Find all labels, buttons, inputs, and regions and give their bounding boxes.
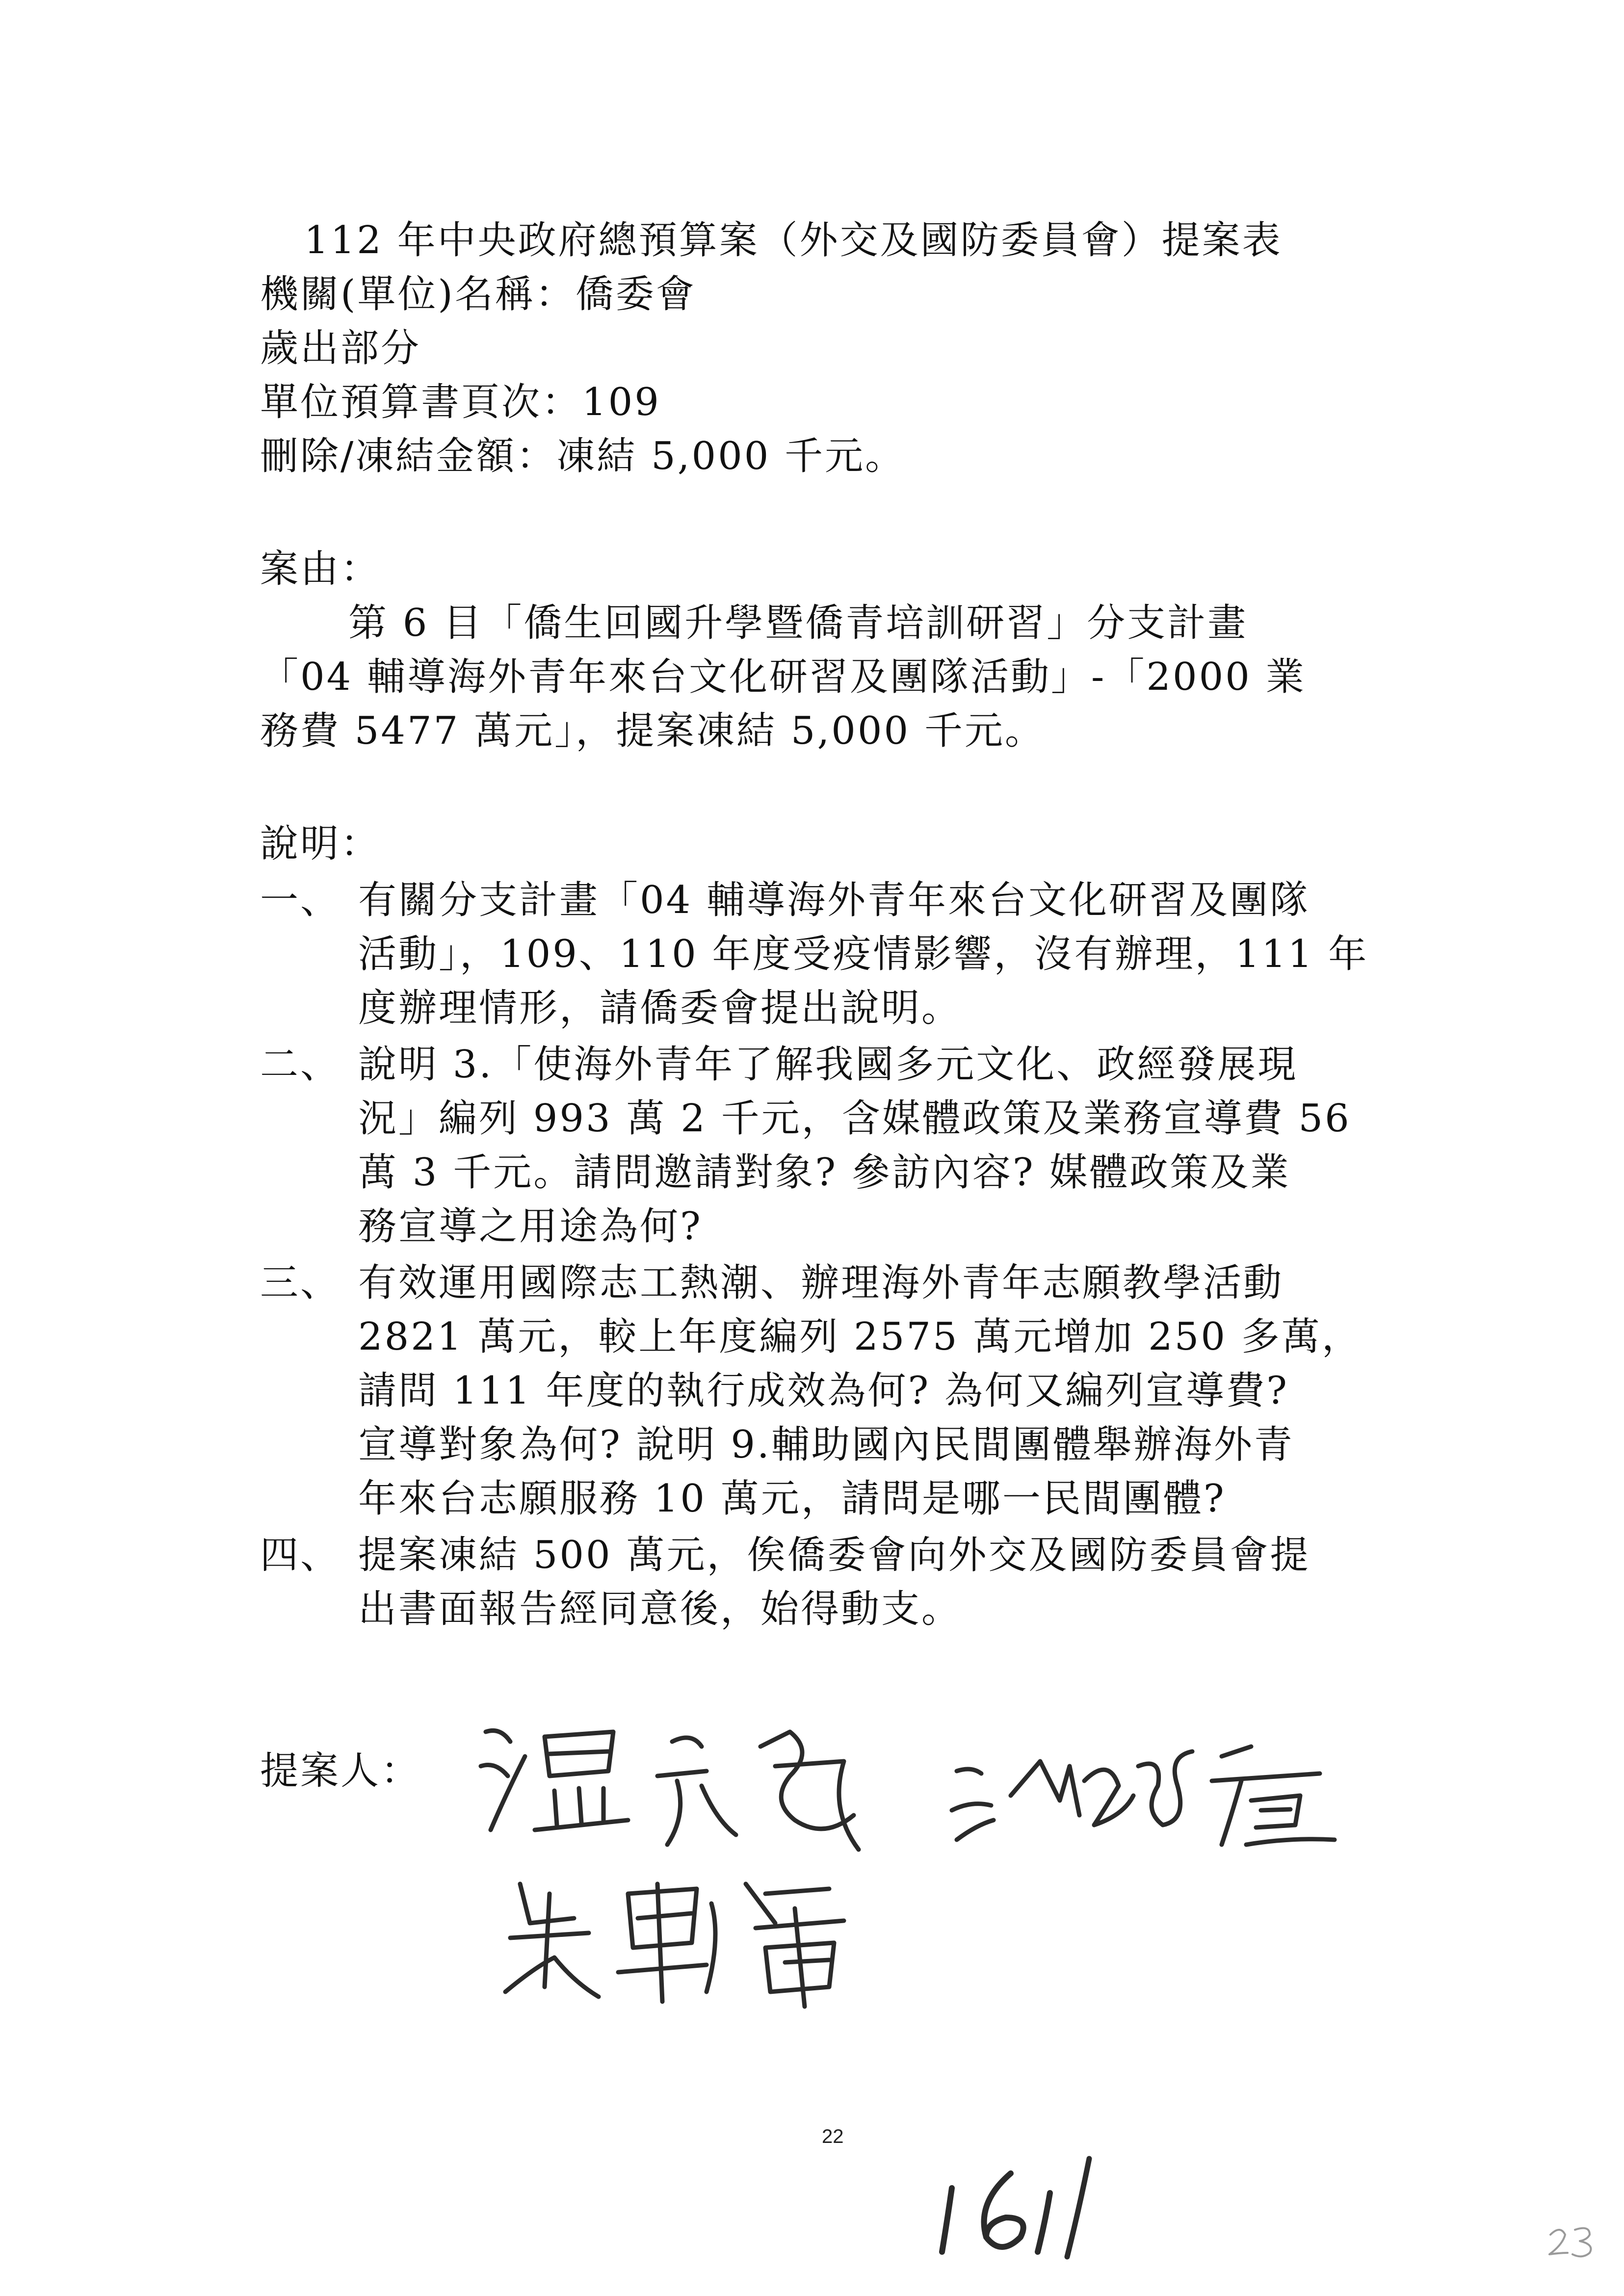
document-title: 112 年中央政府總預算案（外交及國防委員會）提案表 — [304, 218, 1283, 262]
page-number: 22 — [822, 2126, 844, 2147]
explanation-item-line: 萬 3 千元。請問邀請對象? 參訪內容? 媒體政策及業 — [358, 1150, 1291, 1195]
explanation-item-number: 三、 — [260, 1261, 341, 1305]
explanation-item-line: 年來台志願服務 10 萬元，請問是哪一民間團體? — [358, 1477, 1226, 1521]
signature-2 — [491, 1864, 873, 2011]
reason-line: 務費 5477 萬元」，提案凍結 5,000 千元。 — [260, 709, 1045, 753]
explanation-item-number: 四、 — [260, 1533, 341, 1577]
explanation-item-line: 務宣導之用途為何? — [358, 1204, 703, 1249]
reason-line: 第 6 目「僑生回國升學暨僑青培訓研習」分支計畫 — [348, 601, 1248, 645]
explanation-item-line: 2821 萬元，較上年度編列 2575 萬元增加 250 多萬， — [358, 1315, 1362, 1359]
section-line: 歲出部分 — [260, 326, 421, 370]
agency-line: 機關(單位)名稱：僑委會 — [260, 272, 696, 316]
reason-heading: 案由： — [260, 547, 381, 591]
explanation-item-line: 度辦理情形，請僑委會提出說明。 — [358, 986, 962, 1030]
explanation-item-line: 活動」，109、110 年度受疫情影響，沒有辦理，111 年 — [358, 932, 1369, 976]
explanation-item-number: 一、 — [260, 878, 341, 922]
explanation-item-line: 況」編列 993 萬 2 千元，含媒體政策及業務宣導費 56 — [358, 1096, 1351, 1141]
handwritten-page-number — [932, 2154, 1109, 2262]
explanation-item-line: 說明 3.「使海外青年了解我國多元文化、政經發展現 — [358, 1043, 1298, 1087]
budget-page-line: 單位預算書頁次：109 — [260, 380, 661, 424]
explanation-item-line: 有關分支計畫「04 輔導海外青年來台文化研習及團隊 — [358, 878, 1310, 922]
explanation-heading: 說明： — [260, 822, 381, 866]
explanation-item-line: 請問 111 年度的執行成效為何? 為何又編列宣導費? — [358, 1369, 1289, 1413]
proposer-label: 提案人： — [260, 1749, 421, 1793]
explanation-item-line: 提案凍結 500 萬元，俟僑委會向外交及國防委員會提 — [358, 1533, 1310, 1577]
amount-line: 刪除/凍結金額：凍結 5,000 千元。 — [260, 434, 906, 478]
margin-note — [1545, 2222, 1599, 2262]
explanation-item-line: 宣導對象為何? 說明 9.輔助國內民間團體舉辦海外青 — [358, 1423, 1294, 1467]
explanation-item-line: 有效運用國際志工熱潮、辦理海外青年志願教學活動 — [358, 1261, 1284, 1305]
signature-3 — [947, 1727, 1339, 1854]
reason-line: 「04 輔導海外青年來台文化研習及團隊活動」-「2000 業 — [260, 655, 1306, 699]
explanation-item-number: 二、 — [260, 1043, 341, 1087]
explanation-item-line: 出書面報告經同意後，始得動支。 — [358, 1587, 962, 1631]
signature-1 — [471, 1702, 873, 1859]
